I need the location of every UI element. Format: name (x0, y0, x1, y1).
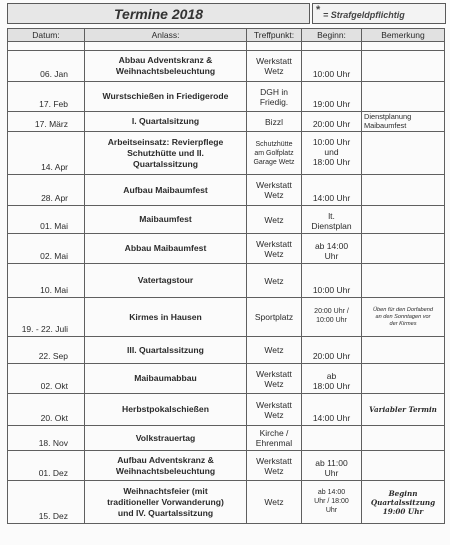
treffpunkt-cell-line: Ehrenmal (255, 438, 293, 448)
date-cell: 02. Mai (8, 234, 85, 264)
anlass-cell-line: Weihnachtsfeier (mit (123, 485, 208, 496)
bemerkung-cell (362, 206, 445, 234)
treffpunkt-cell-line: Wetz (264, 66, 284, 76)
anlass-cell-line: Maibaumabbau (134, 373, 197, 383)
treffpunkt-cell-line: Werkstatt (256, 455, 292, 466)
anlass-cell-line: Maibaumfest (139, 214, 192, 224)
bemerkung-cell (362, 132, 445, 175)
anlass-cell-line: Weihnachtsbeleuchtung (115, 66, 216, 76)
date-cell: 18. Nov (8, 426, 85, 451)
date-cell: 28. Apr (8, 175, 85, 206)
anlass-cell (85, 364, 247, 394)
date-cell: 15. Dez (8, 481, 85, 524)
date-cell: 22. Sep (8, 337, 85, 364)
treffpunkt-cell-line: am Golfplatz (254, 149, 294, 157)
bemerkung-cell (362, 394, 445, 426)
treffpunkt-cell (247, 175, 302, 206)
legend-text: = Strafgeldpflichtig (323, 10, 405, 20)
anlass-cell (85, 132, 247, 175)
beginn-cell-line: 18:00 Uhr (312, 381, 351, 391)
bemerkung-cell-line: an den Sonntagen vor (375, 313, 431, 320)
bemerkung-cell-line: Dienstplanung (364, 112, 412, 121)
page-title: Termine 2018 (7, 3, 310, 24)
bemerkung-cell (362, 451, 445, 481)
treffpunkt-cell-line: Wetz (264, 248, 284, 259)
beginn-cell (302, 112, 362, 132)
beginn-cell (302, 206, 362, 234)
treffpunkt-cell-line: Wetz (264, 275, 284, 286)
table-header-row (8, 29, 445, 42)
bemerkung-cell (362, 175, 445, 206)
beginn-cell-line: 10:00 Uhr (312, 69, 351, 79)
anlass-cell-line: Herbstpokalschießen (122, 404, 209, 414)
table-row (8, 234, 445, 264)
date-cell: 20. Okt (8, 394, 85, 426)
treffpunkt-cell (247, 112, 302, 132)
legend-box (312, 3, 446, 24)
beginn-cell-line: Uhr (324, 468, 339, 478)
bemerkung-cell-line: Maibaumfest (364, 120, 407, 130)
treffpunkt-cell-line: Kirche / (259, 428, 289, 438)
schedule-table (7, 28, 445, 524)
anlass-cell-line: und IV. Quartalssitzung (117, 507, 214, 518)
date-cell: 17. März (8, 112, 85, 132)
anlass-cell (85, 175, 247, 206)
anlass-cell (85, 337, 247, 364)
beginn-cell-line: und (324, 147, 339, 157)
column-header-bemerkung: Bemerkung (362, 29, 445, 42)
table-row (8, 337, 445, 364)
treffpunkt-cell-line: Werkstatt (256, 399, 292, 410)
bemerkung-cell (362, 51, 445, 82)
beginn-cell (302, 132, 362, 175)
table-row (8, 394, 445, 426)
beginn-cell-line: lt. (328, 211, 335, 221)
bemerkung-cell-line: Üben für den Dorfabend (372, 306, 434, 313)
treffpunkt-cell-line: Werkstatt (256, 180, 292, 190)
table-row (8, 51, 445, 82)
treffpunkt-cell (247, 426, 302, 451)
table-row (8, 112, 445, 132)
column-header-beginn: Beginn: (302, 29, 362, 42)
anlass-cell-line: Abbau Maibaumfest (124, 243, 207, 253)
treffpunkt-cell (247, 451, 302, 481)
treffpunkt-cell (247, 394, 302, 426)
table-row (8, 206, 445, 234)
date-cell: 01. Dez (8, 451, 85, 481)
anlass-cell (85, 82, 247, 112)
treffpunkt-cell-line: Wetz (264, 345, 284, 355)
beginn-cell-line: 20:00 Uhr / (314, 308, 349, 315)
treffpunkt-cell (247, 264, 302, 298)
column-header-treffpunkt: Treffpunkt: (247, 29, 302, 42)
treffpunkt-cell (247, 481, 302, 524)
anlass-cell-line: I. Quartalsitzung (131, 116, 200, 126)
anlass-cell-line: traditioneller Vorwanderung) (107, 496, 224, 507)
title-row (0, 0, 450, 24)
bemerkung-cell (362, 82, 445, 112)
bemerkung-cell-line: Quartalssitzung (370, 497, 436, 507)
beginn-cell-line: 20:00 Uhr (312, 119, 351, 129)
treffpunkt-cell-line: Garage Wetz (253, 158, 295, 166)
table-row (8, 175, 445, 206)
table-row (8, 364, 445, 394)
beginn-cell (302, 394, 362, 426)
bemerkung-cell (362, 481, 445, 524)
beginn-cell (302, 175, 362, 206)
treffpunkt-cell (247, 51, 302, 82)
table-row (8, 298, 445, 337)
bemerkung-cell-line: der Kirmes (389, 320, 417, 327)
beginn-cell (302, 51, 362, 82)
treffpunkt-cell-line: Werkstatt (256, 368, 292, 379)
anlass-cell (85, 264, 247, 298)
anlass-cell-line: Kirmes in Hausen (129, 311, 202, 322)
treffpunkt-cell-line: Friedig. (259, 96, 289, 107)
beginn-cell-line: 10:00 Uhr (312, 137, 351, 147)
anlass-cell-line: Aufbau Maibaumfest (123, 184, 208, 195)
treffpunkt-cell (247, 132, 302, 175)
treffpunkt-cell-line: Werkstatt (256, 238, 292, 249)
treffpunkt-cell (247, 82, 302, 112)
date-cell: 17. Feb (8, 82, 85, 112)
beginn-cell (302, 451, 362, 481)
beginn-cell-line: 10:00 Uhr (312, 285, 351, 295)
anlass-cell-line: Schutzhütte und II. (127, 147, 204, 158)
beginn-cell (302, 298, 362, 337)
table-row (8, 451, 445, 481)
table-row (8, 264, 445, 298)
beginn-cell-line: 14:00 Uhr (312, 413, 351, 423)
date-cell: 06. Jan (8, 51, 85, 82)
beginn-cell (302, 264, 362, 298)
anlass-cell (85, 206, 247, 234)
treffpunkt-cell (247, 298, 302, 337)
beginn-cell-line: ab 14:00 (317, 488, 346, 496)
column-header-date: Datum: (8, 29, 85, 42)
anlass-cell-line: Aufbau Adventskranz & (117, 454, 214, 465)
bemerkung-cell (362, 298, 445, 337)
treffpunkt-cell-line: Schutzhütte (255, 140, 293, 148)
anlass-cell-line: Abbau Adventskranz & (118, 55, 213, 65)
anlass-cell (85, 112, 247, 132)
treffpunkt-cell-line: Wetz (264, 465, 284, 476)
table-row (8, 481, 445, 524)
treffpunkt-cell-line: Bizzl (265, 116, 283, 127)
treffpunkt-cell (247, 234, 302, 264)
anlass-cell-line: Weihnachtsbeleuchtung (115, 465, 216, 476)
treffpunkt-cell-line: Wetz (264, 409, 284, 420)
beginn-cell (302, 82, 362, 112)
anlass-cell-line: Volkstrauertag (135, 432, 196, 443)
beginn-cell-line: ab 14:00 (314, 241, 349, 251)
treffpunkt-cell-line: Wetz (264, 214, 284, 225)
treffpunkt-cell (247, 364, 302, 394)
anlass-cell (85, 51, 247, 82)
anlass-cell (85, 394, 247, 426)
beginn-cell-line: 18:00 Uhr (312, 157, 351, 167)
treffpunkt-cell (247, 206, 302, 234)
anlass-cell (85, 451, 247, 481)
treffpunkt-cell-line: DGH in (260, 86, 288, 97)
beginn-cell (302, 337, 362, 364)
beginn-cell-line: 10:00 Uhr (316, 317, 347, 324)
anlass-cell-line: III. Quartalssitzung (127, 344, 204, 355)
beginn-cell (302, 481, 362, 524)
beginn-cell-line: 14:00 Uhr (312, 193, 351, 203)
bemerkung-cell-line: 19:00 Uhr (382, 506, 424, 516)
anlass-cell-line: Wurstschießen in Friedigerode (102, 91, 229, 101)
table-row (8, 426, 445, 451)
beginn-cell-line: Uhr (324, 251, 339, 261)
anlass-cell (85, 481, 247, 524)
beginn-cell-line: 20:00 Uhr (312, 351, 351, 361)
anlass-cell (85, 234, 247, 264)
treffpunkt-cell-line: Wetz (264, 497, 284, 507)
anlass-cell (85, 426, 247, 451)
date-cell: 14. Apr (8, 132, 85, 175)
legend-star: * (316, 4, 321, 16)
beginn-cell-line: ab 11:00 (315, 458, 348, 468)
date-cell: 01. Mai (8, 206, 85, 234)
bemerkung-cell-line: Beginn (388, 488, 418, 498)
column-header-anlass: Anlass: (85, 29, 247, 42)
treffpunkt-cell-line: Wetz (264, 190, 284, 200)
beginn-cell (302, 234, 362, 264)
beginn-cell (302, 426, 362, 451)
header-spacer-row (8, 42, 445, 51)
bemerkung-cell-line: Variabler Termin (369, 405, 437, 414)
date-cell: 02. Okt (8, 364, 85, 394)
treffpunkt-cell-line: Werkstatt (256, 56, 292, 66)
treffpunkt-cell (247, 337, 302, 364)
bemerkung-cell (362, 234, 445, 264)
beginn-cell-line: Dienstplan (311, 221, 352, 231)
beginn-cell-line: Uhr (325, 506, 338, 514)
beginn-cell-line: Uhr / 18:00 (314, 497, 349, 505)
bemerkung-cell (362, 364, 445, 394)
treffpunkt-cell-line: Sportplatz (254, 312, 294, 322)
beginn-cell-line: ab (326, 371, 337, 381)
bemerkung-cell (362, 264, 445, 298)
table-row (8, 82, 445, 112)
anlass-cell-line: Vatertagstour (137, 275, 194, 285)
beginn-cell (302, 364, 362, 394)
anlass-cell (85, 298, 247, 337)
date-cell: 10. Mai (8, 264, 85, 298)
table-row (8, 132, 445, 175)
treffpunkt-cell-line: Wetz (264, 378, 284, 389)
bemerkung-cell (362, 337, 445, 364)
anlass-cell-line: Arbeitseinsatz: Revierpflege (107, 136, 224, 147)
anlass-cell-line: Quartalssitzung (133, 158, 198, 169)
beginn-cell-line: 19:00 Uhr (312, 99, 351, 109)
bemerkung-cell (362, 112, 445, 132)
date-cell: 19. - 22. Juli (8, 298, 85, 337)
bemerkung-cell (362, 426, 445, 451)
